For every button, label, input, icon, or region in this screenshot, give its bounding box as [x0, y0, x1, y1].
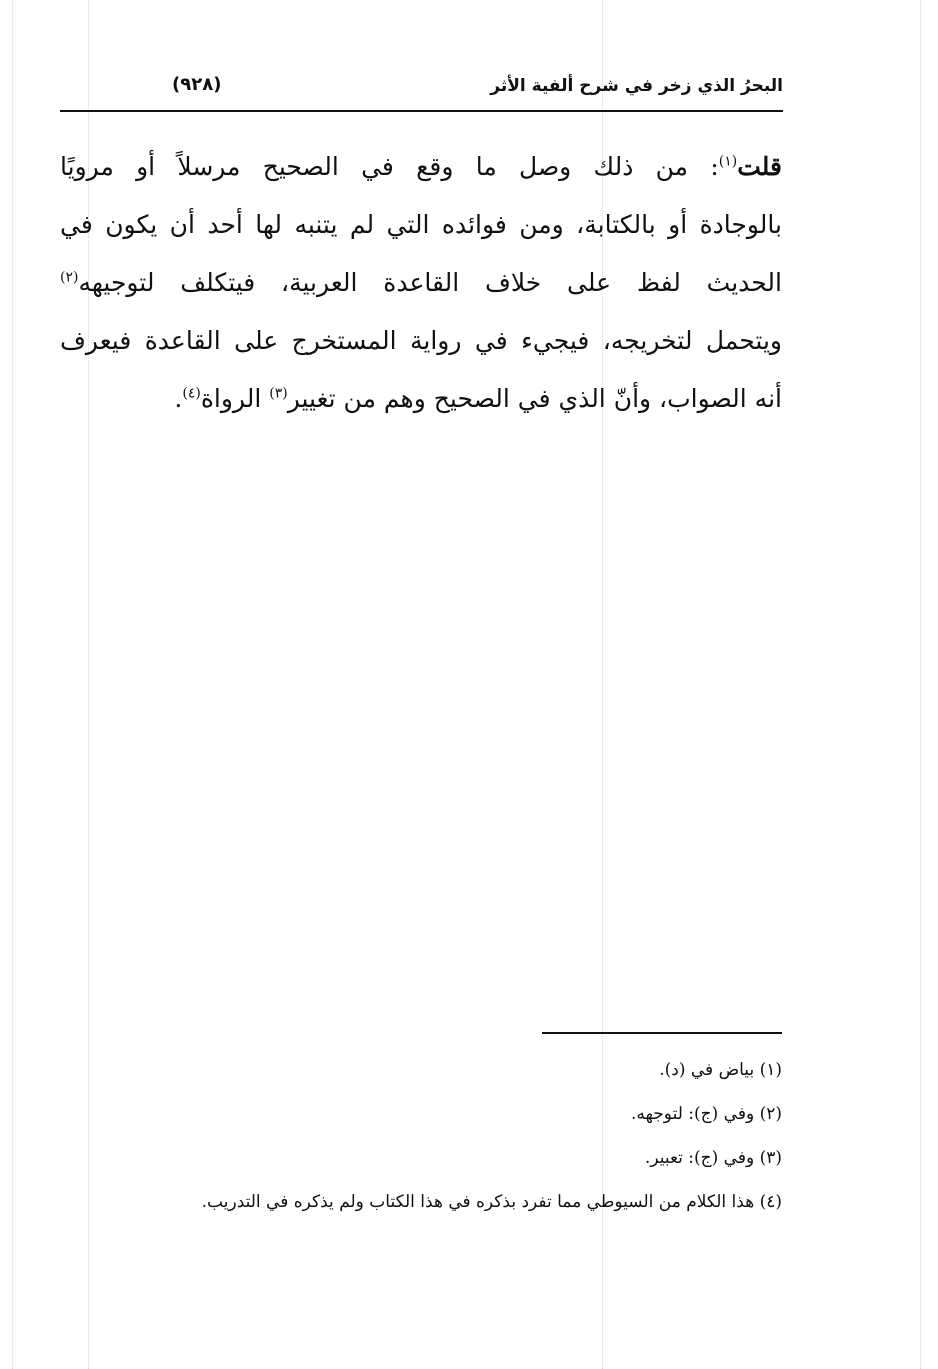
main-text [60, 138, 782, 428]
line-text: ويتحمل لتخريجه، فيجيء في رواية المستخرج على القاعدة فيعرف [60, 326, 782, 355]
footnote: (٢) وفي (ج): لتوجهه. [630, 1104, 782, 1124]
footnote-ref: (٢) [60, 269, 79, 286]
line-end-punctuation: . [174, 384, 183, 413]
text-line [60, 196, 782, 254]
scan-guide-line [12, 0, 13, 1369]
line-text: الرواة [200, 384, 270, 413]
footnote-separator [542, 1032, 782, 1034]
text-line [60, 254, 782, 312]
text-line [60, 312, 782, 370]
header-rule [60, 110, 783, 112]
line-text: أنه الصواب، وأنّ الذي في الصحيح وهم من تغيير [287, 384, 782, 413]
footnote: (١) بياض في (د). [659, 1060, 782, 1080]
footnote: (٣) وفي (ج): تعبير. [644, 1148, 782, 1168]
running-header-title: البحرُ الذي زخر في شرح ألفية الأثر [490, 76, 783, 96]
footnote-ref: (٣) [269, 385, 288, 402]
line-text: : من ذلك وصل ما وقع في الصحيح مرسلاً أو مرويًا [60, 152, 719, 181]
line-text: بالوجادة أو بالكتابة، ومن فوائده التي لم يتنبه لها أحد أن يكون في [60, 210, 782, 239]
line-text: الحديث لفظ على خلاف القاعدة العربية، فيتكلف لتوجيهه [78, 268, 782, 297]
scan-guide-line [920, 0, 921, 1369]
footnote-ref: (١) [718, 153, 738, 170]
text-line [60, 138, 782, 196]
footnote-ref: (٤) [182, 385, 201, 402]
footnotes [80, 1048, 782, 1224]
lead-word: قلت [737, 152, 782, 181]
footnote: (٤) هذا الكلام من السيوطي مما تفرد بذكره في هذا الكتاب ولم يذكره في التدريب. [201, 1192, 782, 1212]
text-line [60, 370, 782, 428]
page-number: (٩٢٨) [172, 74, 222, 95]
